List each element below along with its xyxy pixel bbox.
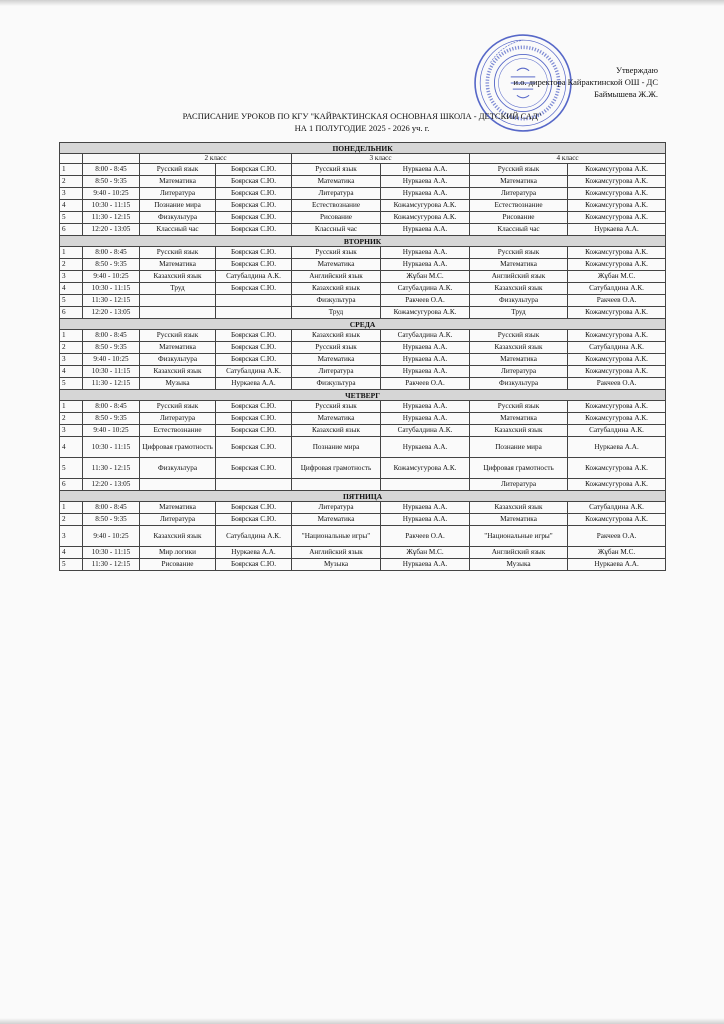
lesson-row — [60, 295, 666, 307]
lesson-row — [60, 283, 666, 295]
subject-cell: Математика — [140, 342, 216, 354]
teacher-cell: Жұбан М.С. — [568, 547, 666, 559]
lesson-row — [60, 212, 666, 224]
subject-cell: Английский язык — [470, 547, 568, 559]
teacher-cell: Нуркаева А.А. — [381, 342, 470, 354]
lesson-number: 4 — [60, 200, 83, 212]
teacher-cell: Нуркаева А.А. — [568, 224, 666, 236]
subject-cell: Литература — [470, 479, 568, 491]
teacher-cell: Нуркаева А.А. — [381, 176, 470, 188]
teacher-cell: Сатубалдина А.К. — [568, 342, 666, 354]
lesson-number: 2 — [60, 514, 83, 526]
day-header-row — [60, 143, 666, 154]
lesson-row — [60, 413, 666, 425]
subject-cell: Труд — [140, 283, 216, 295]
teacher-cell: Нуркаева А.А. — [381, 559, 470, 571]
teacher-cell — [216, 295, 292, 307]
lesson-row — [60, 437, 666, 458]
subject-cell: Классный час — [292, 224, 381, 236]
teacher-cell: Нуркаева А.А. — [381, 164, 470, 176]
teacher-cell: Ракчеев О.А. — [568, 526, 666, 547]
subject-cell: Английский язык — [470, 271, 568, 283]
teacher-cell: Кожамсугурова А.К. — [381, 200, 470, 212]
teacher-cell: Нуркаева А.А. — [381, 437, 470, 458]
subject-cell: Русский язык — [470, 164, 568, 176]
lesson-row — [60, 271, 666, 283]
lesson-row — [60, 200, 666, 212]
day-header-row — [60, 319, 666, 330]
teacher-cell: Кожамсугурова А.К. — [568, 212, 666, 224]
day-name: ЧЕТВЕРГ — [60, 390, 666, 401]
teacher-cell: Нуркаева А.А. — [381, 354, 470, 366]
lesson-number: 1 — [60, 164, 83, 176]
approval-line-2: и.о. директора Кайрактинской ОШ - ДС — [513, 77, 658, 87]
subject-cell: Физкультура — [292, 295, 381, 307]
subject-cell: Естествознание — [470, 200, 568, 212]
teacher-cell: Кожамсугурова А.К. — [568, 164, 666, 176]
lesson-row — [60, 330, 666, 342]
subject-cell: Русский язык — [140, 247, 216, 259]
lesson-number: 5 — [60, 559, 83, 571]
lesson-row — [60, 458, 666, 479]
teacher-cell: Ракчеев О.А. — [568, 378, 666, 390]
day-header-row — [60, 236, 666, 247]
lesson-row — [60, 342, 666, 354]
subject-cell: Цифровая грамотность — [140, 437, 216, 458]
subject-cell: Математика — [470, 176, 568, 188]
subject-cell: Литература — [140, 188, 216, 200]
subject-cell: Физкультура — [140, 458, 216, 479]
subject-cell: Математика — [292, 514, 381, 526]
subject-cell: Казахский язык — [470, 502, 568, 514]
subject-cell: Казахский язык — [140, 526, 216, 547]
teacher-cell: Сатубалдина А.К. — [216, 271, 292, 283]
lesson-time: 12:20 - 13:05 — [83, 224, 140, 236]
subject-cell: Цифровая грамотность — [470, 458, 568, 479]
subject-cell: Познание мира — [470, 437, 568, 458]
teacher-cell: Кожамсугурова А.К. — [568, 354, 666, 366]
subject-cell: Казахский язык — [292, 425, 381, 437]
teacher-cell: Боярская С.Ю. — [216, 188, 292, 200]
teacher-cell: Нуркаева А.А. — [568, 437, 666, 458]
day-name: ПОНЕДЕЛЬНИК — [60, 143, 666, 154]
schedule-table — [59, 142, 666, 571]
teacher-cell: Нуркаева А.А. — [381, 413, 470, 425]
lesson-row — [60, 526, 666, 547]
lesson-time: 8:50 - 9:35 — [83, 514, 140, 526]
teacher-cell: Ракчеев О.А. — [568, 295, 666, 307]
teacher-cell: Кожамсугурова А.К. — [568, 413, 666, 425]
class-header: 2 класс — [140, 154, 292, 164]
day-name: СРЕДА — [60, 319, 666, 330]
teacher-cell: Кожамсугурова А.К. — [381, 458, 470, 479]
teacher-cell: Боярская С.Ю. — [216, 212, 292, 224]
lesson-time: 8:00 - 8:45 — [83, 247, 140, 259]
lesson-time: 9:40 - 10:25 — [83, 425, 140, 437]
teacher-cell: Нуркаева А.А. — [381, 247, 470, 259]
subject-cell: Рисование — [292, 212, 381, 224]
subject-cell: Казахский язык — [470, 342, 568, 354]
subject-cell: Физкультура — [470, 295, 568, 307]
lesson-time: 10:30 - 11:15 — [83, 366, 140, 378]
teacher-cell: Сатубалдина А.К. — [381, 283, 470, 295]
subject-cell — [140, 479, 216, 491]
subject-cell: Физкультура — [470, 378, 568, 390]
subject-cell — [292, 479, 381, 491]
lesson-time: 12:20 - 13:05 — [83, 479, 140, 491]
lesson-row — [60, 547, 666, 559]
lesson-number: 2 — [60, 413, 83, 425]
teacher-cell — [216, 307, 292, 319]
teacher-cell: Боярская С.Ю. — [216, 247, 292, 259]
subject-cell: Русский язык — [292, 164, 381, 176]
lesson-row — [60, 224, 666, 236]
subject-cell: Математика — [140, 176, 216, 188]
subject-cell: Литература — [292, 188, 381, 200]
lesson-row — [60, 378, 666, 390]
teacher-cell: Боярская С.Ю. — [216, 259, 292, 271]
lesson-row — [60, 259, 666, 271]
title-line-2: НА 1 ПОЛУГОДИЕ 2025 - 2026 уч. г. — [294, 123, 430, 133]
teacher-cell: Кожамсугурова А.К. — [568, 247, 666, 259]
lesson-number: 4 — [60, 437, 83, 458]
subject-cell: Музыка — [470, 559, 568, 571]
teacher-cell: Боярская С.Ю. — [216, 224, 292, 236]
teacher-cell: Сатубалдина А.К. — [381, 425, 470, 437]
lesson-time: 8:50 - 9:35 — [83, 259, 140, 271]
subject-cell: Русский язык — [470, 401, 568, 413]
subject-cell: Английский язык — [292, 547, 381, 559]
lesson-row — [60, 425, 666, 437]
teacher-cell: Кожамсугурова А.К. — [568, 176, 666, 188]
subject-cell: Русский язык — [470, 247, 568, 259]
lesson-number: 2 — [60, 259, 83, 271]
subject-cell: Литература — [292, 366, 381, 378]
subject-cell: Мир логики — [140, 547, 216, 559]
subject-cell: Математика — [292, 176, 381, 188]
lesson-time: 8:50 - 9:35 — [83, 176, 140, 188]
title-line-1: РАСПИСАНИЕ УРОКОВ ПО КГУ "КАЙРАКТИНСКАЯ ОСНОВНАЯ ШКОЛА - ДЕТСКИЙ САД" — [182, 111, 542, 121]
teacher-cell: Боярская С.Ю. — [216, 413, 292, 425]
lesson-time: 8:00 - 8:45 — [83, 164, 140, 176]
lesson-row — [60, 354, 666, 366]
lesson-time: 8:50 - 9:35 — [83, 413, 140, 425]
subject-cell: Естествознание — [140, 425, 216, 437]
teacher-cell: Боярская С.Ю. — [216, 401, 292, 413]
subject-cell: Литература — [292, 502, 381, 514]
lesson-time: 10:30 - 11:15 — [83, 200, 140, 212]
teacher-cell: Нуркаева А.А. — [381, 259, 470, 271]
teacher-cell: Нуркаева А.А. — [381, 366, 470, 378]
lesson-number: 3 — [60, 271, 83, 283]
approval-block — [514, 64, 658, 100]
subject-cell: Цифровая грамотность — [292, 458, 381, 479]
lesson-row — [60, 366, 666, 378]
teacher-cell: Кожамсугурова А.К. — [381, 212, 470, 224]
teacher-cell — [216, 479, 292, 491]
scan-shadow-top — [0, 0, 724, 6]
subject-cell: Русский язык — [140, 401, 216, 413]
lesson-time: 8:00 - 8:45 — [83, 401, 140, 413]
teacher-cell: Кожамсугурова А.К. — [381, 307, 470, 319]
subject-cell: Казахский язык — [470, 283, 568, 295]
teacher-cell: Боярская С.Ю. — [216, 342, 292, 354]
subject-cell: "Национальные игры" — [292, 526, 381, 547]
subject-cell: Русский язык — [292, 342, 381, 354]
subject-cell: Труд — [470, 307, 568, 319]
teacher-cell: Нуркаева А.А. — [216, 378, 292, 390]
lesson-number: 2 — [60, 342, 83, 354]
lesson-time: 11:30 - 12:15 — [83, 295, 140, 307]
teacher-cell: Ракчеев О.А. — [381, 526, 470, 547]
lesson-number: 1 — [60, 247, 83, 259]
lesson-time: 8:00 - 8:45 — [83, 330, 140, 342]
subject-cell: Русский язык — [140, 330, 216, 342]
lesson-number: 3 — [60, 188, 83, 200]
teacher-cell: Сатубалдина А.К. — [216, 526, 292, 547]
subject-cell: Литература — [140, 413, 216, 425]
lesson-row — [60, 401, 666, 413]
subject-cell: Музыка — [140, 378, 216, 390]
lesson-number: 6 — [60, 307, 83, 319]
teacher-cell: Жұбан М.С. — [381, 547, 470, 559]
lesson-time: 11:30 - 12:15 — [83, 559, 140, 571]
day-name: ВТОРНИК — [60, 236, 666, 247]
teacher-cell: Кожамсугурова А.К. — [568, 514, 666, 526]
subject-cell: Физкультура — [140, 212, 216, 224]
teacher-cell: Кожамсугурова А.К. — [568, 366, 666, 378]
approval-line-3: Баймышева Ж.Ж. — [594, 89, 658, 99]
lesson-row — [60, 514, 666, 526]
subject-cell: Математика — [292, 354, 381, 366]
lesson-time: 11:30 - 12:15 — [83, 378, 140, 390]
day-name: ПЯТНИЦА — [60, 491, 666, 502]
teacher-cell: Ракчеев О.А. — [381, 378, 470, 390]
subject-cell: Математика — [292, 413, 381, 425]
subject-cell: Литература — [470, 366, 568, 378]
lesson-number: 5 — [60, 212, 83, 224]
document-title — [0, 110, 724, 134]
subject-cell: "Национальные игры" — [470, 526, 568, 547]
teacher-cell: Нуркаева А.А. — [216, 547, 292, 559]
lesson-row — [60, 176, 666, 188]
lesson-number: 3 — [60, 526, 83, 547]
teacher-cell: Сатубалдина А.К. — [216, 366, 292, 378]
teacher-cell: Кожамсугурова А.К. — [568, 401, 666, 413]
teacher-cell: Боярская С.Ю. — [216, 437, 292, 458]
lesson-time: 12:20 - 13:05 — [83, 307, 140, 319]
lesson-row — [60, 559, 666, 571]
teacher-cell: Кожамсугурова А.К. — [568, 330, 666, 342]
teacher-cell: Кожамсугурова А.К. — [568, 458, 666, 479]
lesson-number: 1 — [60, 330, 83, 342]
teacher-cell: Боярская С.Ю. — [216, 200, 292, 212]
teacher-cell — [381, 479, 470, 491]
lesson-number: 1 — [60, 502, 83, 514]
lesson-row — [60, 307, 666, 319]
lesson-time: 11:30 - 12:15 — [83, 212, 140, 224]
day-header-row — [60, 390, 666, 401]
subject-cell: Казахский язык — [470, 425, 568, 437]
lesson-row — [60, 188, 666, 200]
lesson-number: 1 — [60, 401, 83, 413]
blank-cell — [60, 154, 83, 164]
subject-cell: Русский язык — [292, 401, 381, 413]
lesson-number: 2 — [60, 176, 83, 188]
scan-shadow-bottom — [0, 1018, 724, 1024]
teacher-cell: Боярская С.Ю. — [216, 176, 292, 188]
subject-cell: Познание мира — [292, 437, 381, 458]
subject-cell: Русский язык — [470, 330, 568, 342]
subject-cell: Литература — [470, 188, 568, 200]
schedule-body — [60, 143, 666, 571]
lesson-time: 9:40 - 10:25 — [83, 526, 140, 547]
lesson-number: 5 — [60, 378, 83, 390]
subject-cell: Рисование — [470, 212, 568, 224]
teacher-cell: Нуркаева А.А. — [381, 514, 470, 526]
teacher-cell: Сатубалдина А.К. — [568, 283, 666, 295]
teacher-cell: Сатубалдина А.К. — [568, 425, 666, 437]
subject-cell: Литература — [140, 514, 216, 526]
subject-cell: Казахский язык — [292, 330, 381, 342]
lesson-time: 10:30 - 11:15 — [83, 437, 140, 458]
lesson-row — [60, 164, 666, 176]
lesson-time: 8:50 - 9:35 — [83, 342, 140, 354]
teacher-cell: Сатубалдина А.К. — [381, 330, 470, 342]
subject-cell: Рисование — [140, 559, 216, 571]
subject-cell — [140, 307, 216, 319]
lesson-time: 10:30 - 11:15 — [83, 547, 140, 559]
subject-cell: Классный час — [140, 224, 216, 236]
lesson-time: 10:30 - 11:15 — [83, 283, 140, 295]
teacher-cell: Ракчеев О.А. — [381, 295, 470, 307]
teacher-cell: Боярская С.Ю. — [216, 164, 292, 176]
lesson-time: 9:40 - 10:25 — [83, 188, 140, 200]
subject-cell — [140, 295, 216, 307]
lesson-number: 5 — [60, 295, 83, 307]
teacher-cell: Сатубалдина А.К. — [568, 502, 666, 514]
lesson-row — [60, 479, 666, 491]
teacher-cell: Нуркаева А.А. — [381, 188, 470, 200]
teacher-cell: Боярская С.Ю. — [216, 354, 292, 366]
blank-cell — [83, 154, 140, 164]
subject-cell: Труд — [292, 307, 381, 319]
class-header: 3 класс — [292, 154, 470, 164]
teacher-cell: Кожамсугурова А.К. — [568, 188, 666, 200]
lesson-time: 8:00 - 8:45 — [83, 502, 140, 514]
subject-cell: Русский язык — [140, 164, 216, 176]
subject-cell: Познание мира — [140, 200, 216, 212]
teacher-cell: Нуркаева А.А. — [381, 224, 470, 236]
subject-cell: Математика — [470, 354, 568, 366]
teacher-cell: Кожамсугурова А.К. — [568, 200, 666, 212]
class-header-row — [60, 154, 666, 164]
subject-cell: Музыка — [292, 559, 381, 571]
lesson-number: 4 — [60, 547, 83, 559]
lesson-number: 6 — [60, 479, 83, 491]
subject-cell: Математика — [470, 259, 568, 271]
lesson-number: 3 — [60, 425, 83, 437]
teacher-cell: Боярская С.Ю. — [216, 514, 292, 526]
lesson-number: 4 — [60, 283, 83, 295]
teacher-cell: Боярская С.Ю. — [216, 458, 292, 479]
teacher-cell: Жұбан М.С. — [381, 271, 470, 283]
teacher-cell: Нуркаева А.А. — [381, 401, 470, 413]
lesson-row — [60, 247, 666, 259]
teacher-cell: Кожамсугурова А.К. — [568, 307, 666, 319]
subject-cell: Казахский язык — [140, 366, 216, 378]
teacher-cell: Боярская С.Ю. — [216, 502, 292, 514]
lesson-number: 3 — [60, 354, 83, 366]
teacher-cell: Нуркаева А.А. — [381, 502, 470, 514]
subject-cell: Классный час — [470, 224, 568, 236]
subject-cell: Естествознание — [292, 200, 381, 212]
subject-cell: Физкультура — [292, 378, 381, 390]
subject-cell: Математика — [470, 413, 568, 425]
subject-cell: Математика — [140, 259, 216, 271]
subject-cell: Математика — [470, 514, 568, 526]
lesson-time: 11:30 - 12:15 — [83, 458, 140, 479]
subject-cell: Математика — [140, 502, 216, 514]
lesson-number: 6 — [60, 224, 83, 236]
teacher-cell: Кожамсугурова А.К. — [568, 479, 666, 491]
teacher-cell: Кожамсугурова А.К. — [568, 259, 666, 271]
teacher-cell: Боярская С.Ю. — [216, 559, 292, 571]
subject-cell: Английский язык — [292, 271, 381, 283]
subject-cell: Казахский язык — [140, 271, 216, 283]
lesson-number: 4 — [60, 366, 83, 378]
teacher-cell: Боярская С.Ю. — [216, 425, 292, 437]
lesson-row — [60, 502, 666, 514]
lesson-time: 9:40 - 10:25 — [83, 271, 140, 283]
class-header: 4 класс — [470, 154, 666, 164]
approval-line-1: Утверждаю — [615, 65, 658, 75]
teacher-cell: Жұбан М.С. — [568, 271, 666, 283]
teacher-cell: Боярская С.Ю. — [216, 283, 292, 295]
day-header-row — [60, 491, 666, 502]
lesson-number: 5 — [60, 458, 83, 479]
subject-cell: Математика — [292, 259, 381, 271]
subject-cell: Физкультура — [140, 354, 216, 366]
teacher-cell: Нуркаева А.А. — [568, 559, 666, 571]
subject-cell: Русский язык — [292, 247, 381, 259]
lesson-time: 9:40 - 10:25 — [83, 354, 140, 366]
teacher-cell: Боярская С.Ю. — [216, 330, 292, 342]
subject-cell: Казахский язык — [292, 283, 381, 295]
